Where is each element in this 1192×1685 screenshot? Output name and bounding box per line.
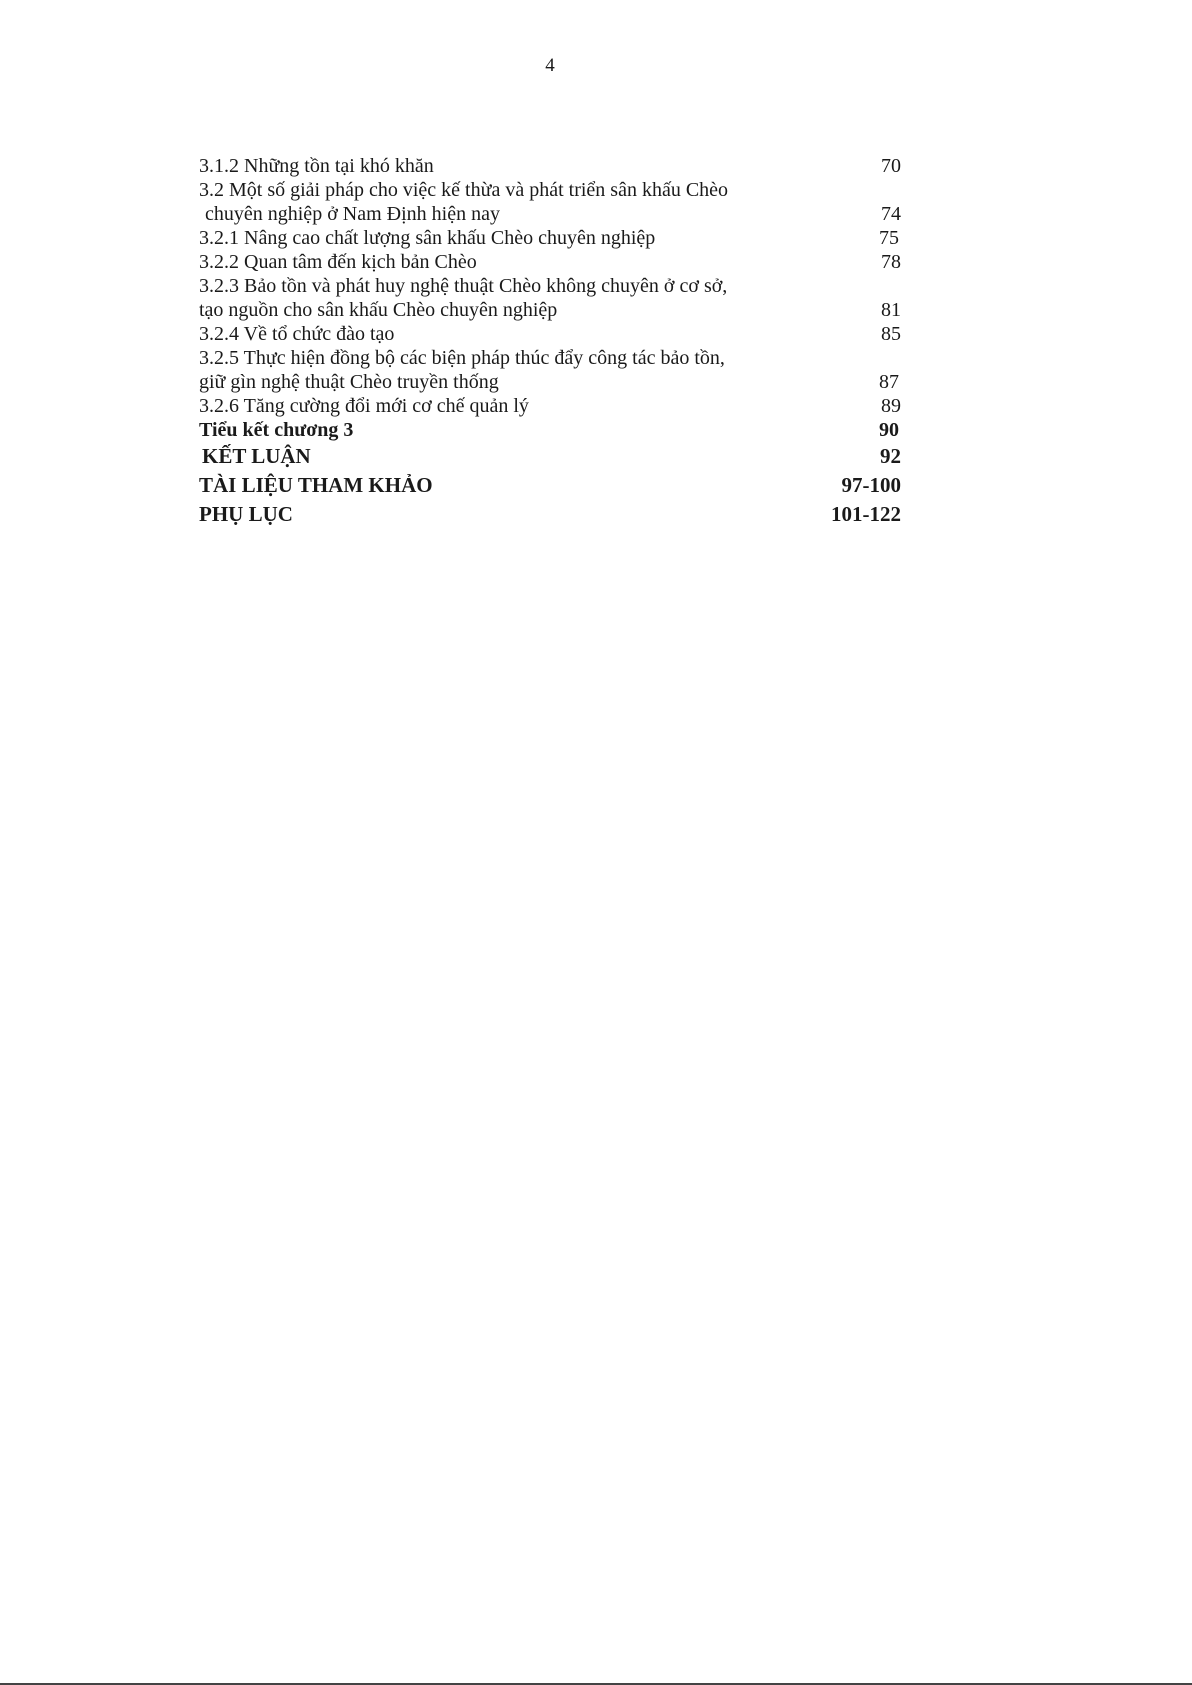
- toc-entry-title: KẾT LUẬN: [202, 444, 311, 468]
- toc-entry-page: 92: [880, 444, 901, 468]
- toc-entry-title: 3.2.1 Nâng cao chất lượng sân khấu Chèo chuyên nghiệp: [199, 227, 656, 249]
- toc-entry-chapter-summary: [199, 418, 901, 442]
- toc-entry-3-2-2: [199, 250, 901, 274]
- toc-entry-title: 3.2 Một số giải pháp cho việc kế thừa và phát triển sân khấu Chèo: [199, 179, 729, 201]
- toc-entry-title: TÀI LIỆU THAM KHẢO: [199, 473, 433, 497]
- toc-entry-3-2-6: [199, 394, 901, 418]
- toc-entry-appendix: [199, 500, 901, 529]
- toc-entry-title: 3.2.2 Quan tâm đến kịch bản Chèo: [199, 251, 477, 273]
- toc-entry-title: giữ gìn nghệ thuật Chèo truyền thống: [199, 371, 499, 393]
- toc-entry-page: 89: [881, 395, 901, 417]
- toc-entry-3-2-5: [199, 346, 901, 370]
- toc-entry-title: Tiểu kết chương 3: [199, 419, 354, 441]
- toc-entry-page: 70: [881, 155, 901, 177]
- toc-entry-page: 81: [881, 299, 901, 321]
- toc-entry-title: chuyên nghiệp ở Nam Định hiện nay: [205, 203, 500, 225]
- toc-entry-page: 74: [881, 203, 901, 225]
- toc-entry-3-2: [199, 178, 901, 202]
- toc-entry-page: 90: [879, 419, 899, 441]
- toc-entry-conclusion: [199, 442, 901, 471]
- toc-entry-3-2-4: [199, 322, 901, 346]
- toc-entry-page: 101-122: [831, 502, 901, 526]
- toc-entry-title: 3.2.4 Về tổ chức đào tạo: [199, 323, 395, 345]
- toc-entry-title: 3.2.3 Bảo tồn và phát huy nghệ thuật Chèo không chuyên ở cơ sở,: [199, 275, 728, 297]
- toc-entry-3-2-3: [199, 274, 901, 298]
- toc-entry-page: 85: [881, 323, 901, 345]
- page-number: 4: [545, 55, 555, 76]
- toc-entry-3-1-2: [199, 154, 901, 178]
- toc-entry-3-2-3-continued: [199, 298, 901, 322]
- toc-entry-3-2-continued: [199, 202, 901, 226]
- toc-entry-page: 87: [879, 371, 899, 393]
- toc-entry-3-2-1: [199, 226, 901, 250]
- toc-entry-title: 3.2.6 Tăng cường đổi mới cơ chế quản lý: [199, 395, 529, 417]
- toc-entry-page: 75: [879, 227, 899, 249]
- toc-entry-title: tạo nguồn cho sân khấu Chèo chuyên nghiệp: [199, 299, 558, 321]
- toc-entry-title: 3.2.5 Thực hiện đồng bộ các biện pháp thúc đẩy công tác bảo tồn,: [199, 347, 725, 369]
- toc-entry-title: 3.1.2 Những tồn tại khó khăn: [199, 155, 434, 177]
- toc-entry-title: PHỤ LỤC: [199, 502, 293, 526]
- toc-entry-3-2-5-continued: [199, 370, 901, 394]
- toc-entry-references: [199, 471, 901, 500]
- toc-entry-page: 97-100: [841, 473, 901, 497]
- toc-entry-page: 78: [881, 251, 901, 273]
- table-of-contents: [199, 154, 901, 529]
